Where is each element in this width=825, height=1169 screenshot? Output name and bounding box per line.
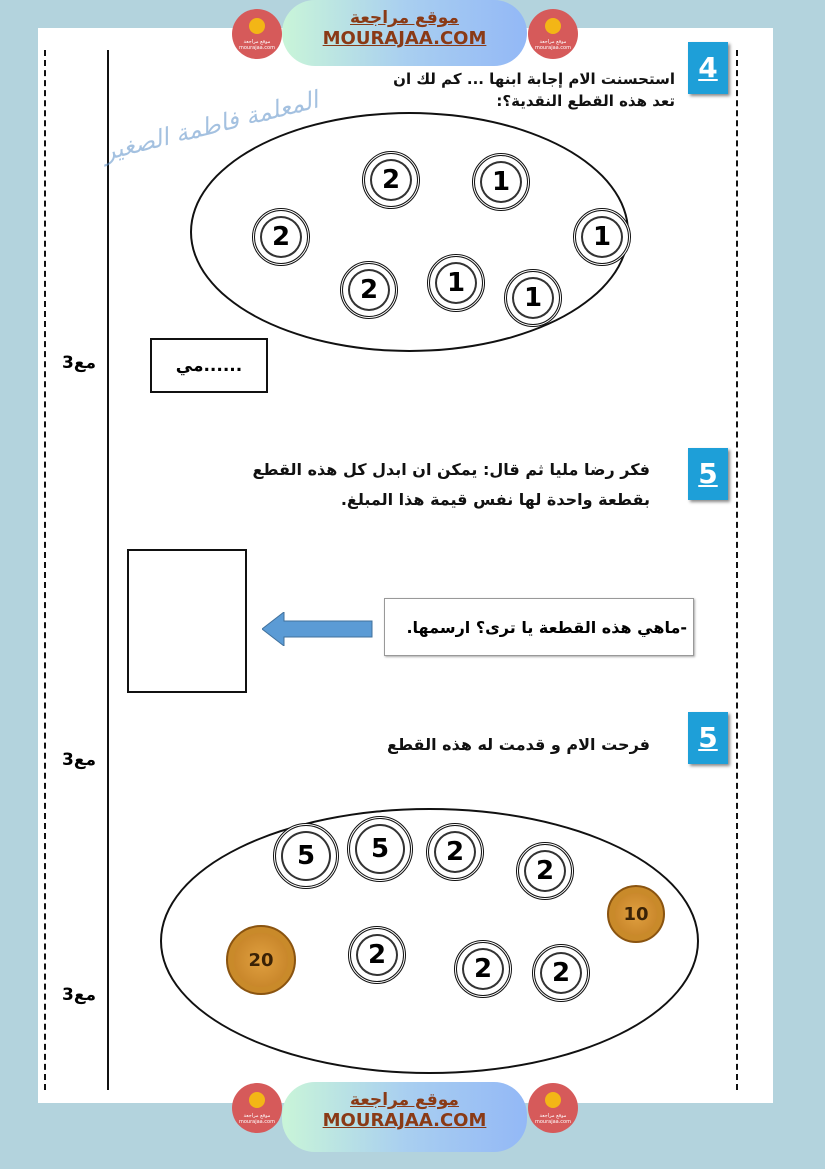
arrow-left-icon xyxy=(262,612,374,646)
coin: 2 xyxy=(340,261,398,319)
coin: 5 xyxy=(347,816,413,882)
banner-line1: موقع مراجعة xyxy=(350,8,459,28)
site-logo-icon xyxy=(528,1083,578,1133)
margin-mark: مع3 xyxy=(62,750,96,770)
coin: 5 xyxy=(273,823,339,889)
site-banner-bottom[interactable] xyxy=(282,1082,527,1152)
banner-line2: MOURAJAA.COM xyxy=(322,28,487,49)
gold-coin: 10 xyxy=(607,885,665,943)
question-5b-number: 5 xyxy=(688,712,728,764)
question-5-number: 5 xyxy=(688,448,728,500)
coin: 2 xyxy=(348,926,406,984)
logo-text: موقع مراجعة mourajaa.com xyxy=(238,1113,275,1125)
coin: 2 xyxy=(454,940,512,998)
right-dashed-border xyxy=(736,50,738,1090)
drawing-box[interactable] xyxy=(127,549,247,693)
margin-line xyxy=(107,50,109,1090)
coin: 1 xyxy=(472,153,530,211)
gold-coin: 20 xyxy=(226,925,296,995)
logo-text: موقع مراجعة mourajaa.com xyxy=(238,39,275,51)
answer-box[interactable]: ......مي xyxy=(150,338,268,393)
coin: 1 xyxy=(427,254,485,312)
question-5-text: فكر رضا مليا ثم قال: يمكن ان ابدل كل هذه القطع بقطعة واحدة لها نفس قيمة هذا المبلغ. xyxy=(252,460,650,509)
coin: 2 xyxy=(516,842,574,900)
coin: 2 xyxy=(252,208,310,266)
margin-mark: مع3 xyxy=(62,985,96,1005)
coin: 2 xyxy=(362,151,420,209)
question-5b-text: فرحت الام و قدمت له هذه القطع xyxy=(387,735,650,754)
teacher-signature: المعلمة فاطمة الصغير xyxy=(99,85,321,167)
left-dashed-border xyxy=(44,50,46,1090)
coin: 2 xyxy=(532,944,590,1002)
prompt-box: -ماهي هذه القطعة يا ترى؟ ارسمها. xyxy=(384,598,694,656)
coin: 2 xyxy=(426,823,484,881)
site-logo-icon xyxy=(232,9,282,59)
site-logo-icon xyxy=(528,9,578,59)
question-4-text: استحسنت الام إجابة ابنها ... كم لك ان تعد هذه القطع النقدية؟: xyxy=(393,70,675,110)
site-banner-top[interactable] xyxy=(282,0,527,66)
banner-line2: MOURAJAA.COM xyxy=(322,1110,487,1131)
site-logo-icon xyxy=(232,1083,282,1133)
margin-mark: مع3 xyxy=(62,353,96,373)
question-4-number: 4 xyxy=(688,42,728,94)
banner-line1: موقع مراجعة xyxy=(350,1090,459,1110)
coin: 1 xyxy=(573,208,631,266)
logo-text: موقع مراجعة mourajaa.com xyxy=(534,39,571,51)
coin: 1 xyxy=(504,269,562,327)
logo-text: موقع مراجعة mourajaa.com xyxy=(534,1113,571,1125)
